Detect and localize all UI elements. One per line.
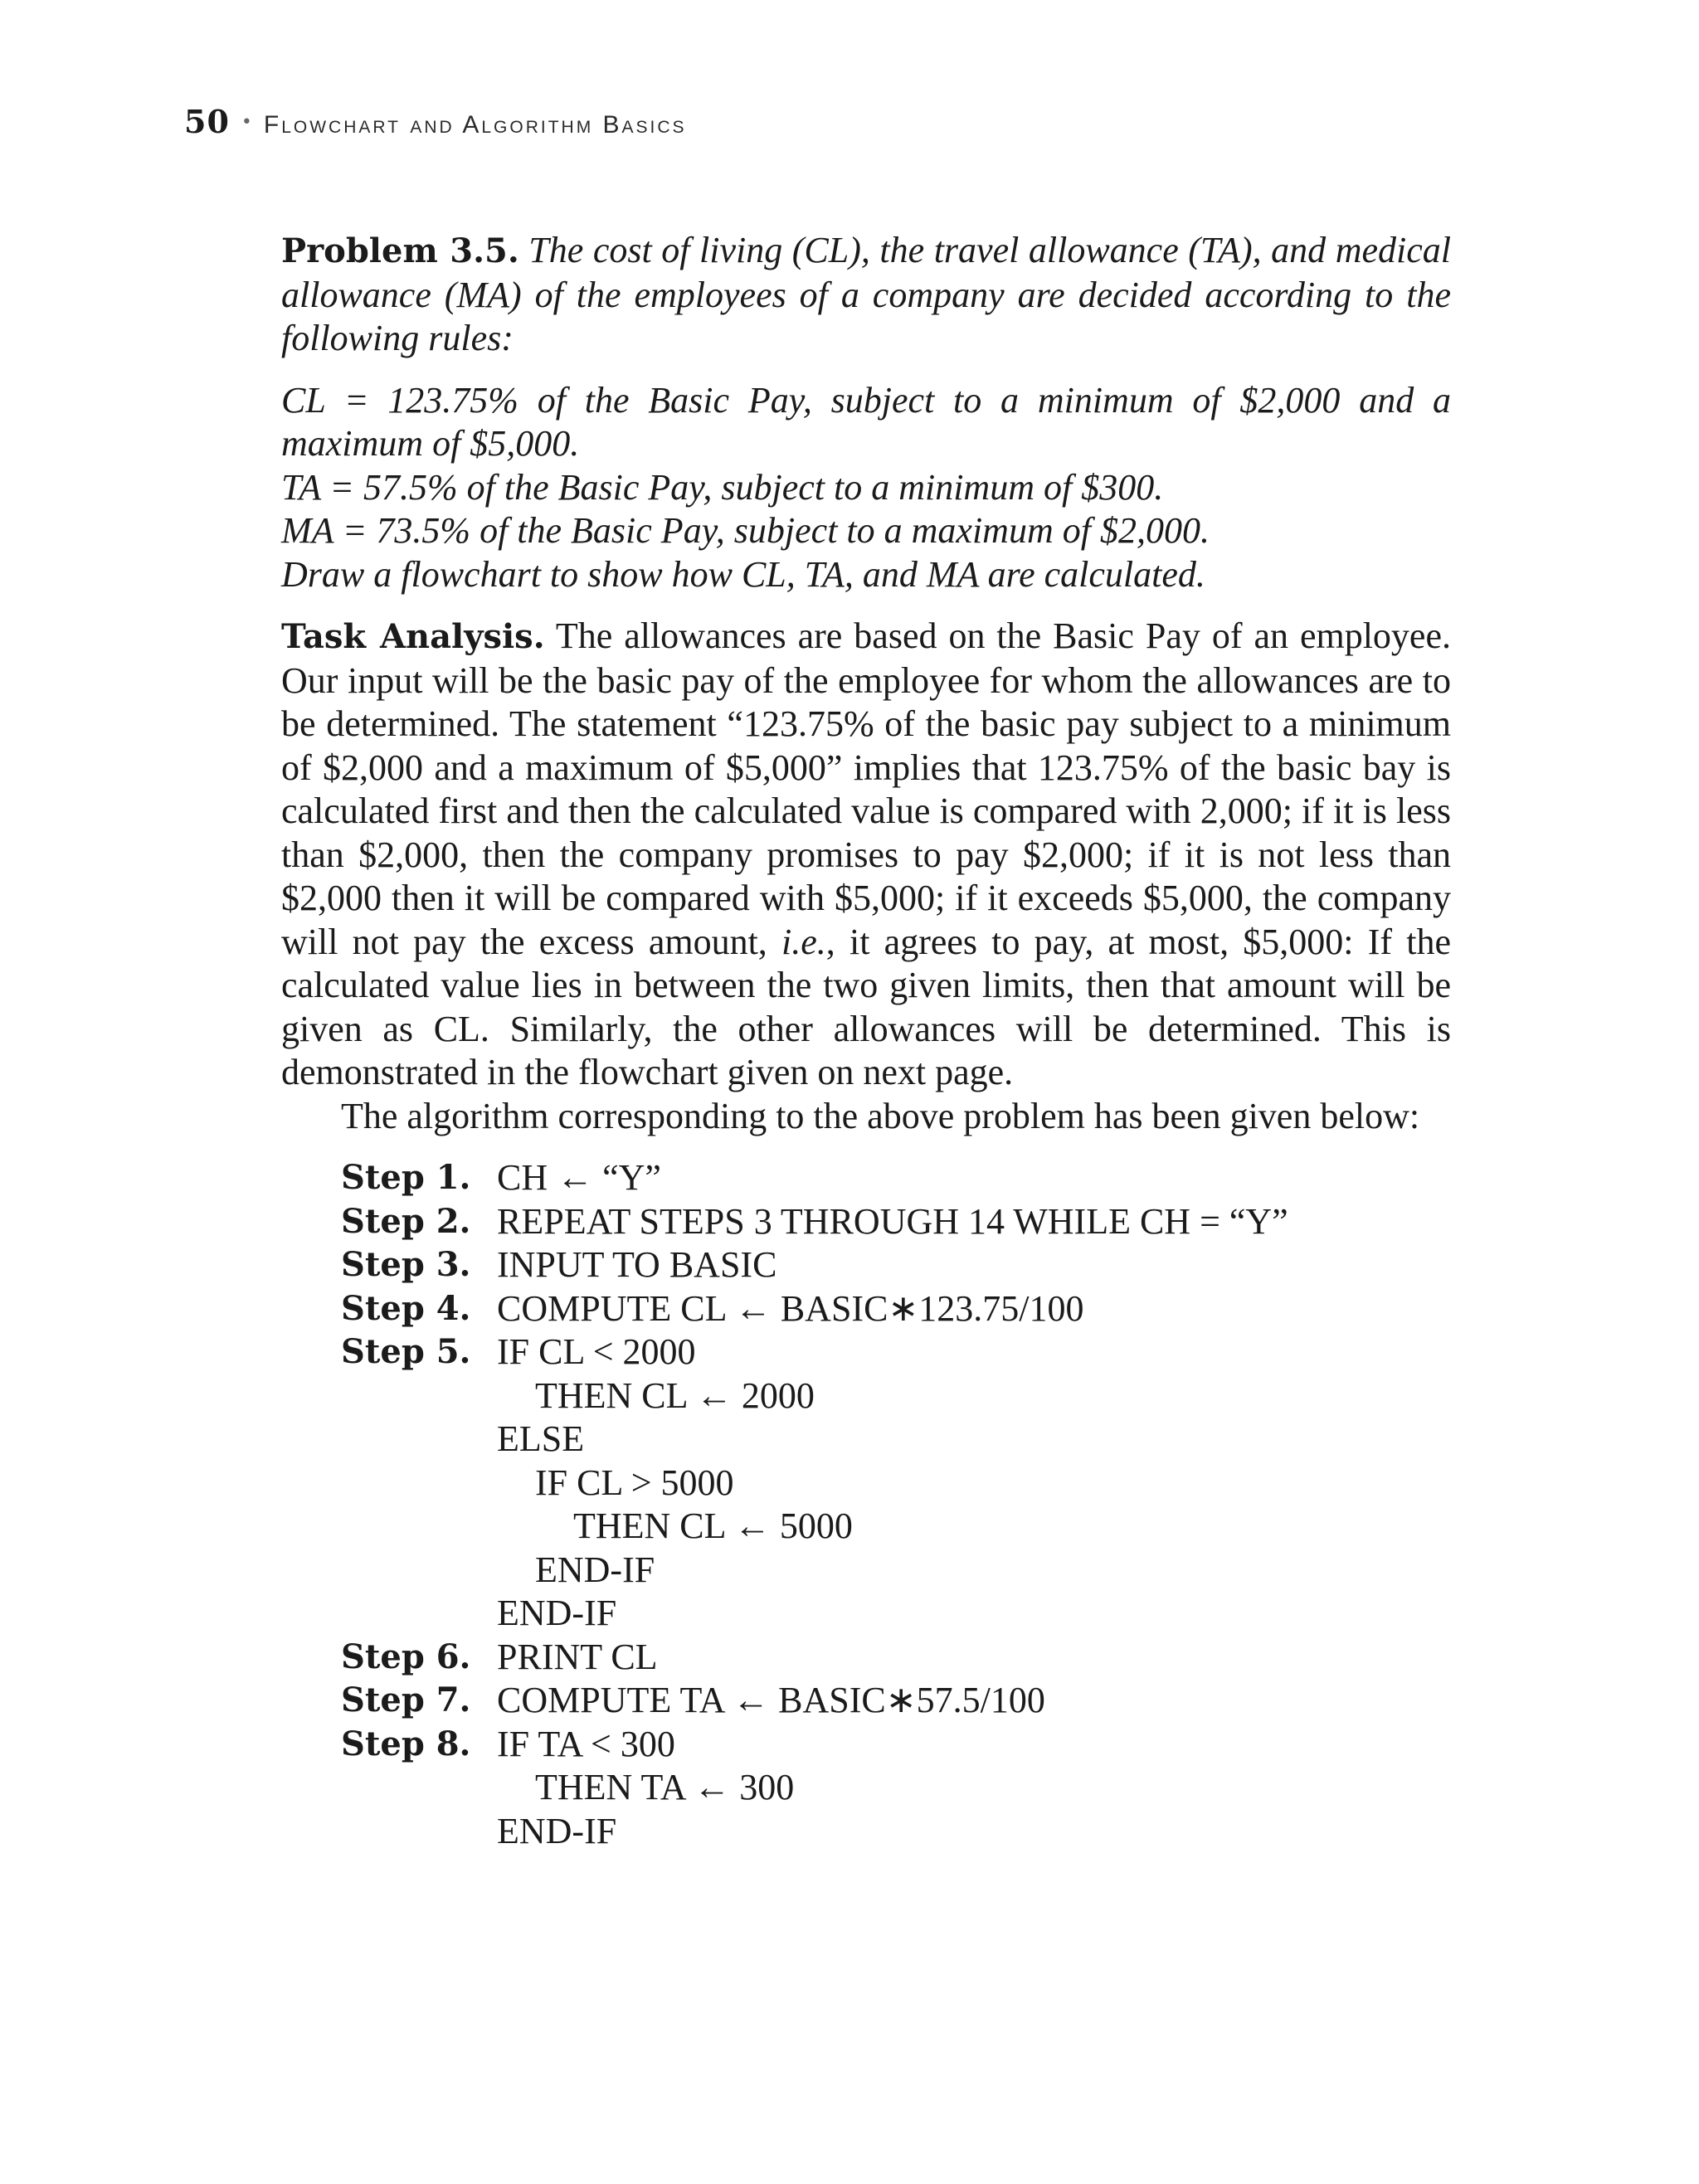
step-label: Step 1. [341,1158,471,1197]
step-code: END-IF [535,1549,655,1590]
step-code: COMPUTE CL ← BASIC∗123.75/100 [497,1287,1084,1329]
step-5 [341,1330,1451,1374]
step-code: END-IF [497,1810,617,1851]
step-code: PRINT CL [497,1636,658,1677]
problem-rules [281,379,1451,597]
rule-instruction: Draw a flowchart to show how CL, TA, and MA are calculated. [281,553,1205,595]
step-code: REPEAT STEPS 3 THROUGH 14 WHILE CH = “Y” [497,1200,1288,1242]
step-label: Step 8. [341,1724,471,1763]
step-label: Step 5. [341,1332,471,1371]
step-code: END-IF [497,1593,617,1633]
rule-cl: CL = 123.75% of the Basic Pay, subject to a minimum of $2,000 and a maximum of $5,000. [281,379,1451,464]
rule-ma: MA = 73.5% of the Basic Pay, subject to a maximum of $2,000. [281,510,1210,551]
step-label: Step 3. [341,1245,471,1284]
running-head: Flowchart and Algorithm Basics [263,111,687,139]
step-code: IF CL > 5000 [535,1462,734,1503]
task-analysis-text-1: The allowances are based on the Basic Pay of an employee. Our input will be the basic pay of the employee for whom the allowances are to be determined. The statement “123.75% of the basic pay subject to a minimum of $2,000 and a maximum of $5,000” implies that 123.75% of the basic bay is calculated first and then the calculated value is compared with 2,000; if it is less than $2,000, then the company promises to pay $2,000; if it is not less than $2,000 then it will be compared with $5,000; if it exceeds $5,000, the company will not pay the excess amount, [281,615,1451,962]
problem-text: The cost of living (CL), the travel allowance (TA), and medical allowance (MA) of the employees of a company are decided according to the following rules: [281,230,1451,358]
page-number: 50 [184,103,230,140]
step-code: INPUT TO BASIC [497,1244,777,1285]
step-1 [341,1156,1451,1200]
step-label: Step 2. [341,1201,471,1241]
step-8-line [341,1766,1451,1810]
step-5-line [341,1549,1451,1593]
algorithm-steps [341,1156,1451,1853]
task-analysis-text-2: , it agrees to pay, at most, $5,000: If the calculated value lies in between the two given limits, then that amount will be given as CL. Similarly, the other allowances will be determined. This is demonstrated in the flowchart given on next page. [281,921,1451,1092]
task-analysis [281,615,1451,1095]
step-5-line [341,1374,1451,1418]
step-code: ELSE [497,1418,585,1459]
task-analysis-ie: i.e. [781,921,826,962]
step-5-line [341,1505,1451,1549]
page-content [281,229,1451,1853]
step-5-line [341,1418,1451,1462]
problem-label: Problem 3.5. [281,231,519,270]
step-8-line [341,1810,1451,1854]
step-6 [341,1636,1451,1680]
step-code: IF CL < 2000 [497,1331,696,1372]
step-2 [341,1200,1451,1244]
step-code: COMPUTE TA ← BASIC∗57.5/100 [497,1680,1045,1720]
step-code: THEN CL ← 2000 [535,1374,815,1416]
step-5-line [341,1462,1451,1505]
step-label: Step 4. [341,1288,471,1328]
step-8 [341,1723,1451,1767]
step-7 [341,1679,1451,1723]
algorithm-intro: The algorithm corresponding to the above problem has been given below: [341,1095,1420,1136]
step-code: IF TA < 300 [497,1723,675,1764]
step-5-line [341,1592,1451,1636]
step-3 [341,1243,1451,1287]
step-code: THEN CL ← 5000 [573,1505,853,1546]
task-analysis-label: Task Analysis. [281,617,545,656]
step-label: Step 6. [341,1637,471,1676]
step-code: CH ← “Y” [497,1157,661,1198]
step-code: THEN TA ← 300 [535,1767,795,1807]
rule-ta: TA = 57.5% of the Basic Pay, subject to a minimum of $300. [281,466,1164,508]
header-bullet: • [241,112,252,133]
step-4 [341,1287,1451,1331]
problem-statement [281,229,1451,361]
page-header [184,103,687,140]
step-label: Step 7. [341,1681,471,1719]
